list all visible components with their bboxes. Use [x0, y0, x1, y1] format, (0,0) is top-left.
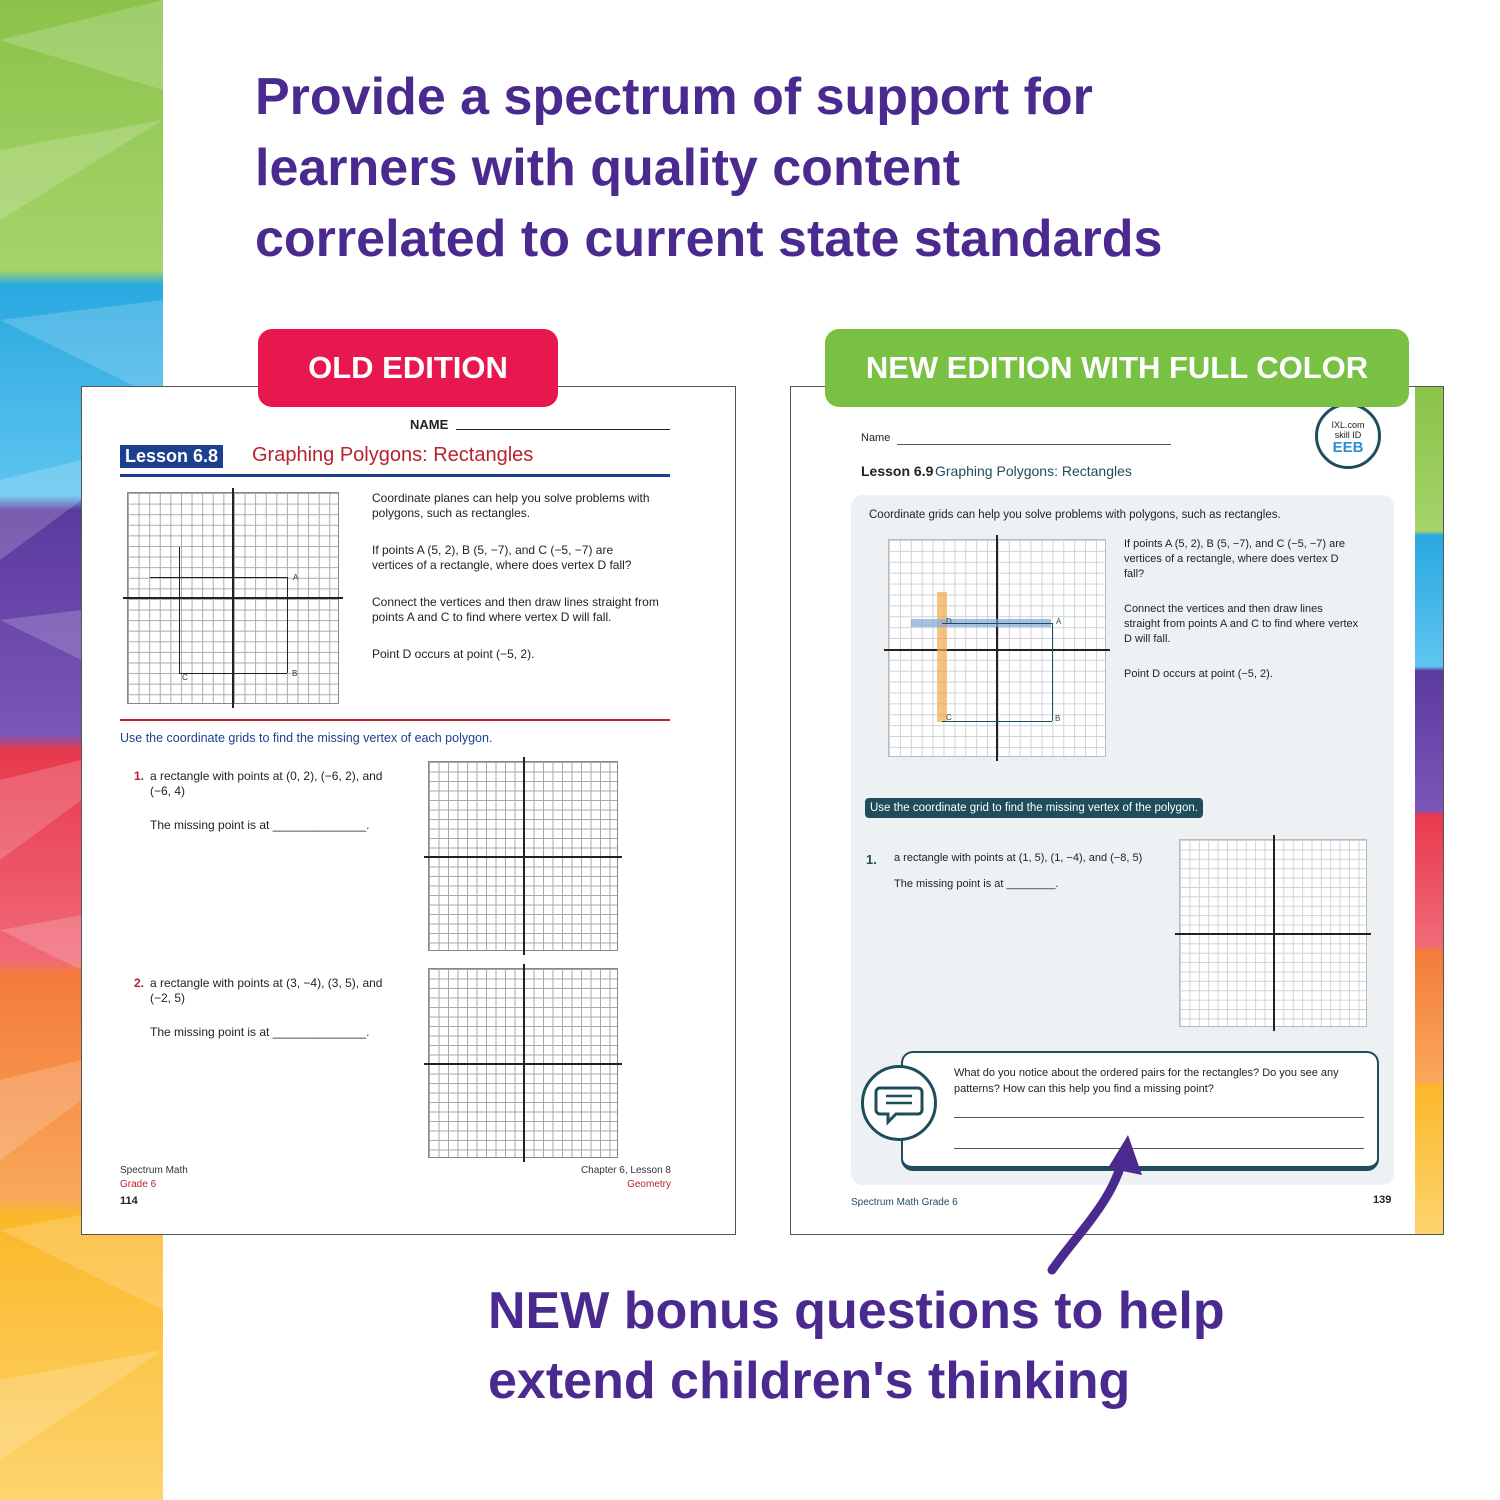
intro-text: Coordinate planes can help you solve problems with polygons, such as rectangles. — [372, 491, 650, 520]
footer-series: Spectrum Math — [120, 1165, 188, 1176]
footer-grade: Grade 6 — [120, 1179, 157, 1190]
old-edition-label: OLD EDITION — [258, 329, 558, 407]
ixl-badge-code: EEB — [1332, 439, 1364, 456]
problem-2-text: a rectangle with points at (3, −4), (3, 5), and (−2, 5) — [150, 976, 383, 1005]
point-a-label: A — [293, 573, 299, 582]
problem-1-text: a rectangle with points at (0, 2), (−6, 2), and (−6, 4) — [150, 769, 383, 798]
bonus-callout-line-2: extend children's thinking — [488, 1352, 1131, 1410]
bonus-question-text: What do you notice about the ordered pairs for the rectangles? Do you see any patterns? How can this help you find a missing point? — [954, 1067, 1339, 1095]
instruction-text: Connect the vertices and then draw lines straight from points A and C to find where vertex D will fall. — [1124, 603, 1359, 645]
segment-a-left — [150, 577, 180, 578]
headline — [255, 62, 1405, 275]
y-axis — [996, 535, 998, 761]
problem-1-text: a rectangle with points at (1, 5), (1, −4), and (−8, 5) — [894, 852, 1143, 864]
bonus-answer-line-1[interactable] — [954, 1117, 1364, 1118]
segment-d-a — [942, 623, 1052, 624]
problem-2-answer-blank[interactable]: The missing point is at ______________. — [150, 1025, 370, 1039]
problem-1-number: 1. — [866, 852, 877, 867]
bonus-callout-line-1: NEW bonus questions to help — [488, 1282, 1225, 1340]
page-number: 114 — [120, 1195, 138, 1207]
bonus-answer-line-2[interactable] — [954, 1148, 1364, 1149]
problem-1-answer-blank[interactable]: The missing point is at ______________. — [150, 818, 370, 832]
speech-bubble-icon — [861, 1065, 937, 1141]
answer-text: Point D occurs at point (−5, 2). — [1124, 668, 1273, 680]
point-c-label: C — [946, 713, 952, 722]
point-a-label: A — [1056, 617, 1062, 626]
question-text: If points A (5, 2), B (5, −7), and C (−5, −7) are vertices of a rectangle, where does vertex D fall? — [1124, 538, 1346, 580]
headline-line-2: learners with quality content — [255, 139, 961, 197]
footer-series: Spectrum Math Grade 6 — [851, 1197, 958, 1208]
new-edition-page — [790, 386, 1444, 1235]
ixl-badge — [1315, 403, 1381, 469]
problem-1-answer-blank[interactable]: The missing point is at ________. — [894, 878, 1059, 890]
name-label: Name — [861, 432, 891, 444]
name-label: NAME — [410, 417, 449, 432]
name-line — [897, 444, 1171, 445]
headline-line-3: correlated to current state standards — [255, 210, 1163, 268]
intro-text: Coordinate grids can help you solve problems with polygons, such as rectangles. — [869, 509, 1281, 521]
headline-line-1: Provide a spectrum of support for — [255, 68, 1093, 126]
footer-topic: Geometry — [627, 1179, 671, 1190]
problem-1-number: 1. — [134, 769, 145, 783]
edge-color-tab — [1415, 387, 1443, 1234]
question-text: If points A (5, 2), B (5, −7), and C (−5, −7) are vertices of a rectangle, where does vertex D fall? — [372, 543, 632, 572]
title-rule — [120, 474, 670, 477]
ixl-badge-site: IXL.com — [1331, 420, 1365, 430]
highlight-vertical — [937, 592, 947, 722]
problem-1-y-axis — [523, 757, 525, 955]
point-c-label: C — [182, 673, 188, 682]
problem-1-y-axis — [1273, 835, 1275, 1031]
instruction-text: Connect the vertices and then draw lines straight from points A and C to find where vertex D will fall. — [372, 595, 659, 624]
segment-a-b — [1052, 623, 1053, 721]
problem-2-y-axis — [523, 964, 525, 1162]
point-b-label: B — [1055, 714, 1061, 723]
ixl-badge-label: skill ID — [1334, 430, 1362, 440]
lesson-tag: Lesson 6.8 — [120, 445, 223, 468]
bonus-callout — [488, 1276, 1225, 1416]
lesson-title: Graphing Polygons: Rectangles — [252, 444, 534, 466]
problem-2-number: 2. — [134, 976, 145, 990]
point-d-label: D — [946, 617, 952, 626]
segment-d-a — [179, 577, 287, 578]
y-axis — [232, 488, 234, 708]
new-edition-label: NEW EDITION WITH FULL COLOR — [825, 329, 1409, 407]
name-line — [456, 429, 670, 430]
answer-text: Point D occurs at point (−5, 2). — [372, 647, 535, 661]
segment-c-up — [179, 547, 180, 673]
old-edition-page — [81, 386, 736, 1235]
lesson-title: Graphing Polygons: Rectangles — [935, 463, 1132, 479]
segment-c-b — [179, 673, 287, 674]
footer-chapter: Chapter 6, Lesson 8 — [580, 1165, 671, 1176]
section-prompt: Use the coordinate grid to find the missing vertex of the polygon. — [865, 798, 1203, 818]
section-prompt: Use the coordinate grids to find the missing vertex of each polygon. — [120, 731, 493, 745]
page-number: 139 — [1373, 1194, 1392, 1206]
lesson-tag: Lesson 6.9 — [861, 463, 934, 479]
section-rule — [120, 719, 670, 721]
chat-icon — [864, 1068, 934, 1138]
arrow-icon — [1030, 1130, 1150, 1280]
point-b-label: B — [292, 669, 298, 678]
segment-a-b — [287, 577, 288, 673]
segment-c-b — [942, 721, 1052, 722]
